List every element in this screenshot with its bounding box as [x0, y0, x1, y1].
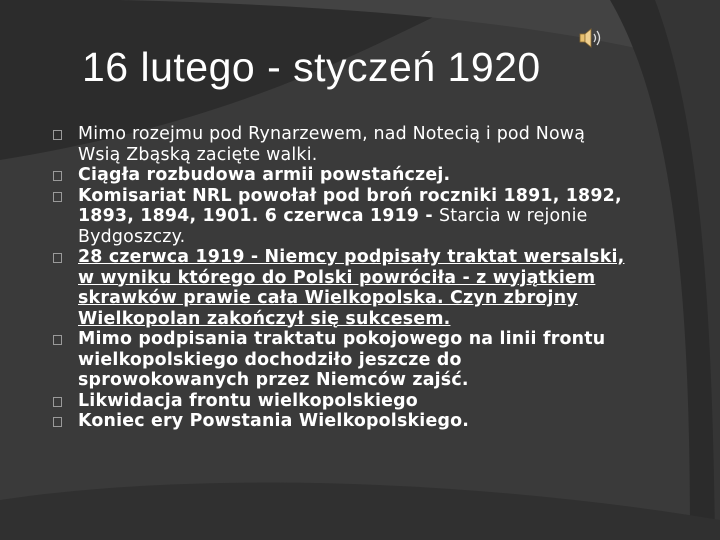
bullet-text: 28 czerwca 1919 - Niemcy podpisały traktat wersalski, w wyniku którego do Polski powróciła - z wyjątkiem skrawków prawie cała Wielkopolska. Czyn zbrojny Wielkopolan zakończył się sukcesem.	[78, 247, 625, 329]
speaker-icon[interactable]	[578, 26, 604, 50]
bullet-text: Ciągła rozbudowa armii powstańczej.	[78, 165, 451, 185]
list-item	[52, 329, 632, 391]
bullet-text-normal: Starcia w rejonie Bydgoszczy.	[78, 206, 588, 247]
list-item	[52, 124, 632, 165]
bullet-text: Mimo podpisania traktatu pokojowego na linii frontu wielkopolskiego dochodziło jeszcze do sprowokowanych przez Niemców zajść.	[78, 329, 606, 390]
bullet-box-icon	[53, 397, 62, 407]
slide-title: 16 lutego - styczeń 1920	[82, 44, 541, 90]
list-item	[52, 247, 632, 329]
bullet-box-icon	[53, 253, 62, 263]
bullet-text-bold: Komisariat NRL powołał pod broń roczniki 1891, 1892, 1893, 1894, 1901. 6 czerwca 1919 -	[78, 185, 622, 226]
bullet-box-icon	[53, 192, 62, 202]
list-item	[52, 391, 632, 412]
list-item	[52, 186, 632, 248]
bullet-text: Mimo rozejmu pod Rynarzewem, nad Notecią i pod Nową Wsią Zbąską zacięte walki.	[78, 124, 586, 165]
bullet-text: Likwidacja frontu wielkopolskiego	[78, 390, 418, 411]
list-item	[52, 411, 632, 432]
bullet-list	[52, 124, 632, 432]
bullet-text: Koniec ery Powstania Wielkopolskiego.	[78, 411, 470, 431]
list-item	[52, 165, 632, 186]
bullet-box-icon	[53, 335, 62, 345]
bullet-box-icon	[53, 130, 62, 140]
bullet-box-icon	[53, 417, 62, 427]
bullet-box-icon	[53, 171, 62, 181]
